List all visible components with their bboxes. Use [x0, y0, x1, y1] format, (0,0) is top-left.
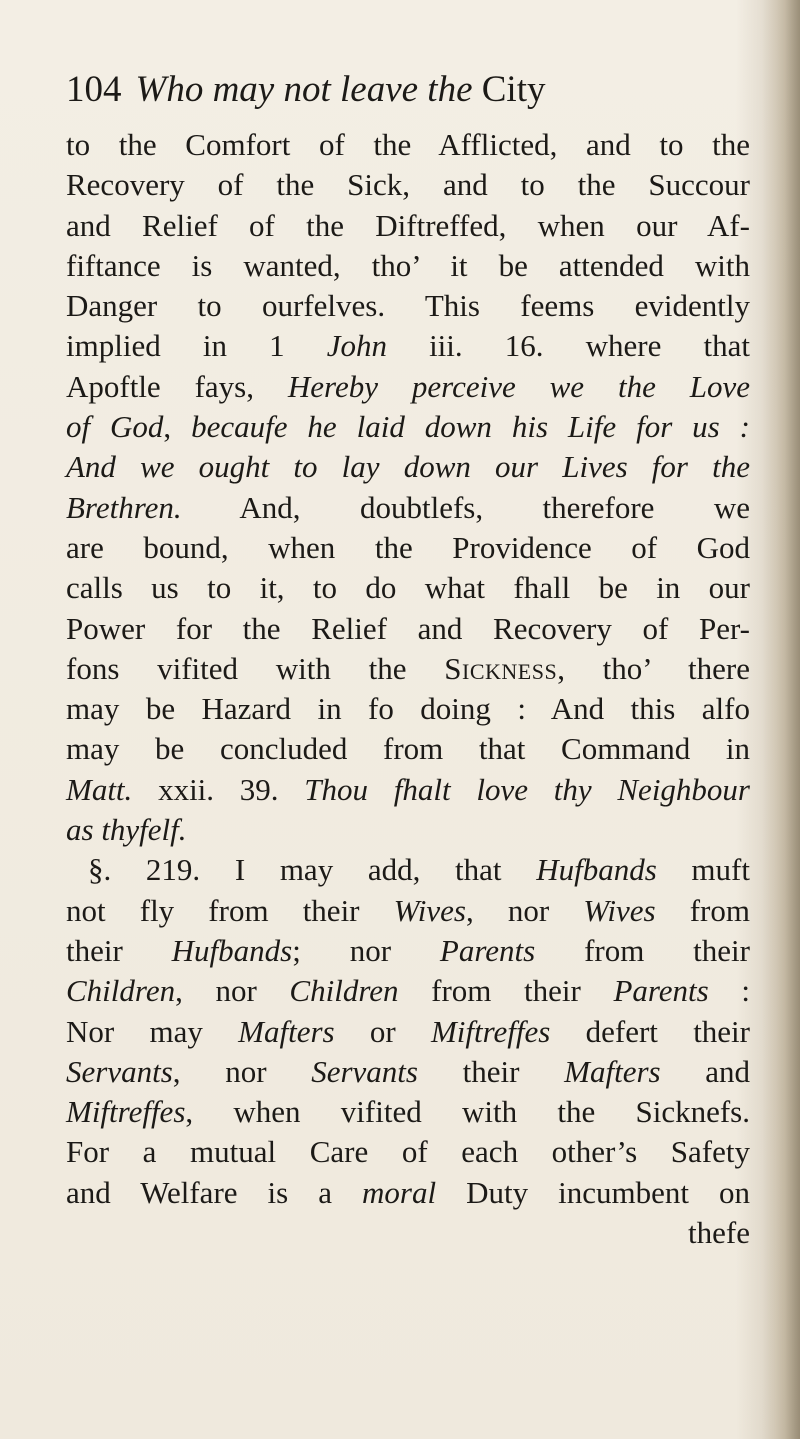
text-span: , when vifited with the Sicknefs. — [185, 1094, 750, 1130]
text-span: iii. 16. where that — [386, 328, 750, 364]
text-span: Recovery of the Sick, and to the Succour — [66, 167, 750, 203]
italic-span: of God — [66, 409, 164, 445]
italic-span: as thyfelf. — [66, 812, 187, 848]
text-line — [66, 326, 750, 366]
text-span: , — [163, 409, 192, 445]
text-line — [66, 971, 750, 1011]
text-span: muft — [656, 852, 750, 888]
text-line — [66, 447, 750, 487]
text-span: fiftance is wanted, tho’ it be attended with — [66, 247, 750, 283]
text-line — [66, 810, 750, 850]
text-span: and Welfare is a — [66, 1174, 363, 1210]
italic-span: Wives — [583, 892, 656, 928]
text-span: calls us to it, to do what fhall be in our — [66, 570, 750, 606]
italic-span: Thou fhalt love thy Neighbour — [304, 771, 750, 807]
text-span: , nor — [175, 973, 290, 1009]
text-line — [66, 609, 750, 649]
text-span: ; nor — [292, 932, 440, 968]
body-text — [66, 125, 750, 1253]
text-line — [66, 367, 750, 407]
italic-span: Parents — [439, 932, 536, 968]
text-span: defert their — [550, 1013, 750, 1049]
text-line — [66, 528, 750, 568]
text-span: not fly from their — [66, 892, 394, 928]
text-line — [66, 1012, 750, 1052]
italic-span: Brethren. — [66, 489, 182, 525]
text-line — [66, 850, 750, 890]
text-line — [66, 891, 750, 931]
text-line — [66, 931, 750, 971]
text-span: may be Hazard in fo doing : And this alfo — [66, 691, 750, 727]
text-line — [66, 488, 750, 528]
text-span: implied in 1 — [66, 328, 327, 364]
text-span: from their — [535, 932, 750, 968]
text-line — [66, 1132, 750, 1172]
text-line — [66, 649, 750, 689]
text-span: And, doubtlefs, therefore we — [181, 489, 750, 525]
text-span: Nor may — [66, 1013, 239, 1049]
text-span: For a mutual Care of each other’s Safety — [66, 1134, 750, 1170]
italic-span: Wives — [393, 892, 466, 928]
text-line — [66, 770, 750, 810]
text-line — [66, 1092, 750, 1132]
text-line — [66, 1052, 750, 1092]
text-span: to the Comfort of the Afflicted, and to the — [66, 127, 750, 162]
italic-span: Hufbands — [536, 852, 657, 888]
text-span: and — [660, 1053, 751, 1089]
italic-span: Miftreffes — [430, 1013, 551, 1049]
text-line — [66, 568, 750, 608]
italic-span: Children — [289, 973, 399, 1009]
italic-span: Matt. — [66, 771, 133, 807]
text-line — [66, 729, 750, 769]
text-span: thefe — [688, 1215, 750, 1251]
italic-span: Hufbands — [171, 932, 293, 968]
text-span: and Relief of the Diftreffed, when our Af- — [66, 207, 750, 243]
text-span: : — [708, 973, 750, 1009]
italic-span: Mafters — [564, 1053, 661, 1089]
text-span: xxii. 39. — [132, 771, 305, 807]
text-line — [66, 246, 750, 286]
italic-span: John — [326, 328, 387, 364]
italic-span: becaufe he laid down his Life for us : — [191, 409, 750, 445]
text-line — [66, 165, 750, 205]
text-line — [66, 286, 750, 326]
italic-span: Miftreffes — [66, 1094, 186, 1130]
text-span: their — [417, 1053, 565, 1089]
running-title-italic: Who may not leave the — [135, 69, 473, 110]
small-caps-span: Sickness — [444, 650, 558, 686]
text-span: , nor — [172, 1053, 312, 1089]
running-title-roman: City — [481, 69, 546, 110]
text-line — [66, 1213, 750, 1253]
text-span: , tho’ there — [557, 650, 751, 686]
page-gutter-shadow — [762, 0, 800, 1439]
text-span: fons vifited with the — [66, 650, 445, 686]
text-span: Duty incumbent on — [436, 1174, 750, 1210]
page-number: 104 — [66, 69, 122, 110]
text-span: from their — [398, 973, 614, 1009]
running-header — [66, 60, 756, 120]
text-span: Danger to ourfelves. This feems evidently — [66, 288, 750, 324]
text-line — [66, 407, 750, 447]
text-span: from — [655, 892, 750, 928]
text-span: or — [334, 1013, 431, 1049]
text-span: may be concluded from that Command in — [66, 731, 750, 767]
text-line — [66, 125, 750, 165]
text-span: §. 219. I may add, that — [88, 852, 537, 888]
text-line — [66, 1173, 750, 1213]
text-span: are bound, when the Providence of God — [66, 529, 750, 565]
text-line — [66, 689, 750, 729]
italic-span: Hereby perceive we the Love — [287, 368, 750, 404]
italic-span: Children — [66, 973, 176, 1009]
italic-span: And we ought to lay down our Lives for the — [66, 449, 750, 485]
text-span: Power for the Relief and Recovery of Per- — [66, 610, 750, 646]
text-line — [66, 206, 750, 246]
text-span: , nor — [465, 892, 584, 928]
text-span: their — [66, 932, 172, 968]
italic-span: Parents — [613, 973, 709, 1009]
italic-span: Mafters — [238, 1013, 335, 1049]
italic-span: moral — [362, 1174, 437, 1210]
italic-span: Servants — [311, 1053, 418, 1089]
italic-span: Servants — [66, 1053, 173, 1089]
text-span: Apoftle fays, — [66, 368, 288, 404]
